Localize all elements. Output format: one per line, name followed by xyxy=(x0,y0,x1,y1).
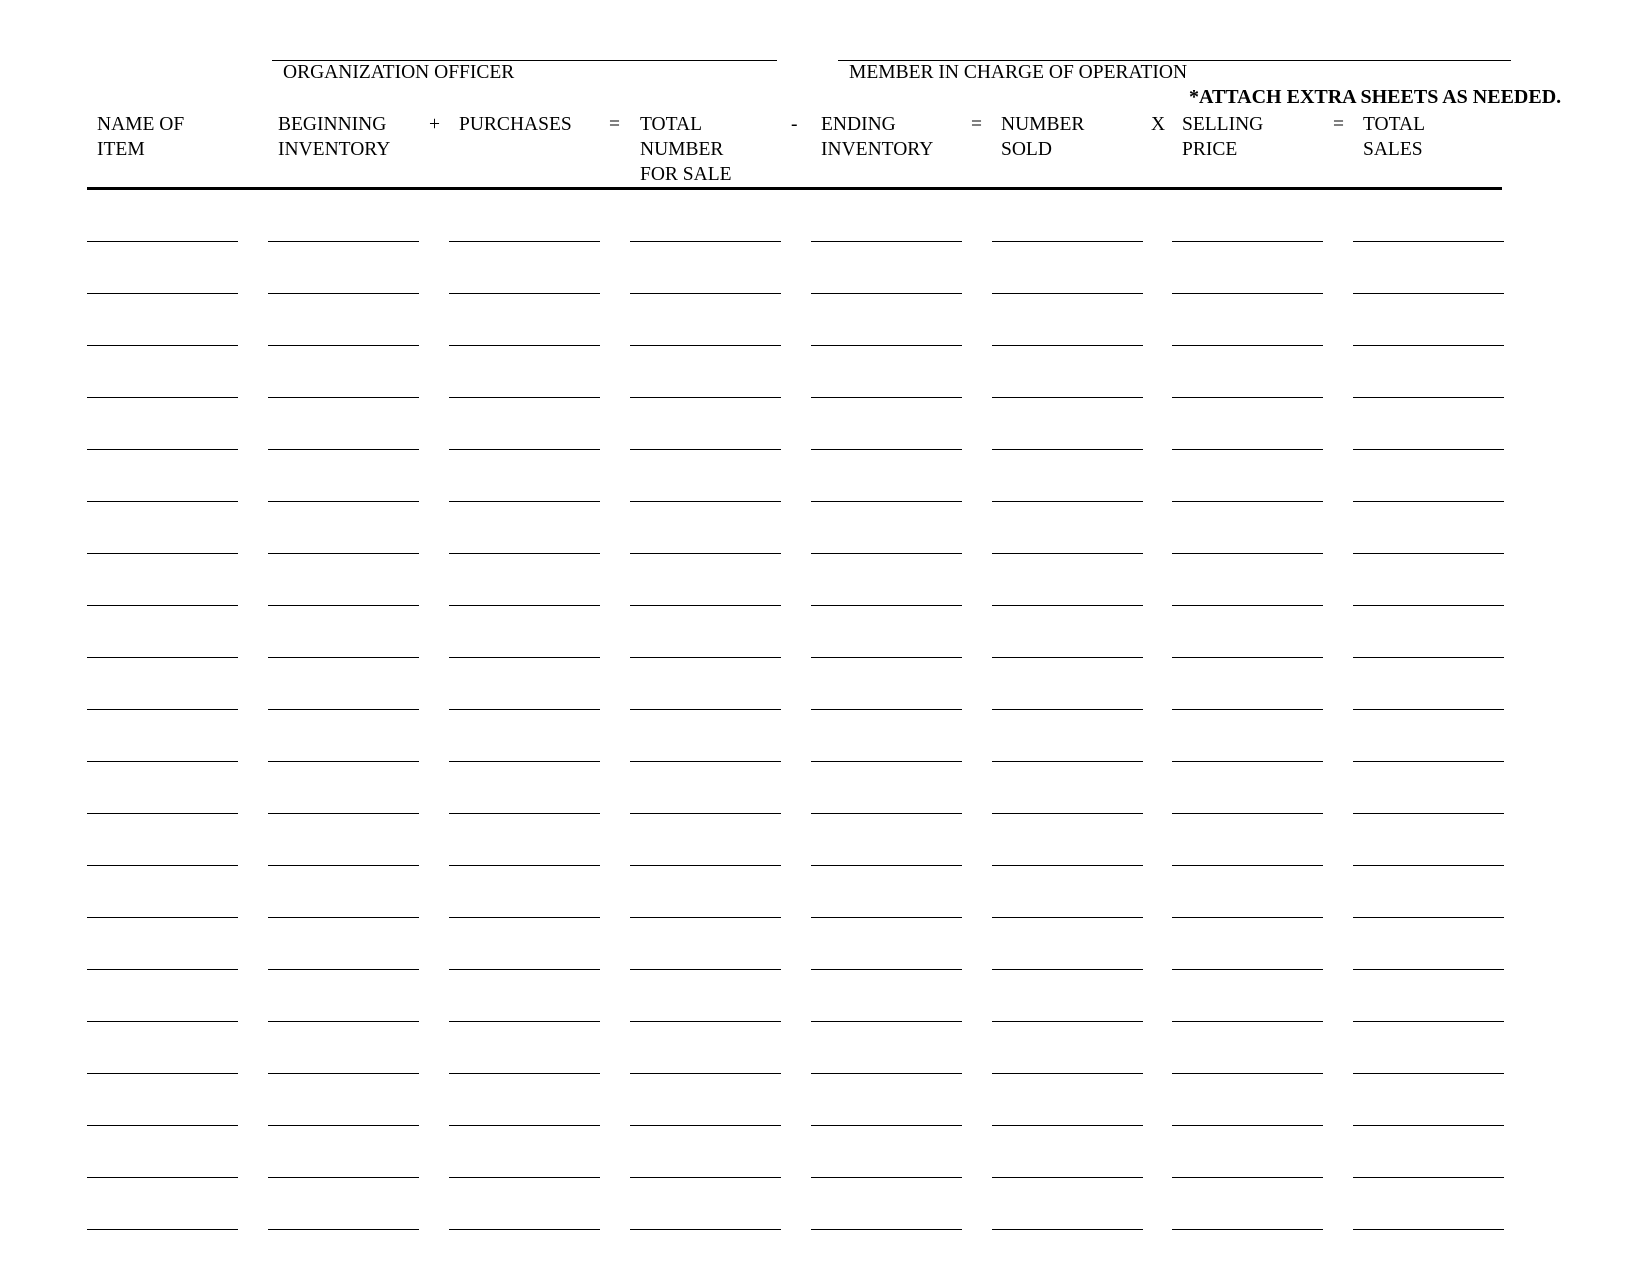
entry-blank-line[interactable] xyxy=(1353,813,1504,814)
entry-blank-line[interactable] xyxy=(449,501,600,502)
header-rule xyxy=(87,187,1502,190)
entry-blank-line[interactable] xyxy=(811,241,962,242)
entry-blank-line[interactable] xyxy=(1353,1229,1504,1230)
entry-blank-line[interactable] xyxy=(630,657,781,658)
member-in-charge-signature-line[interactable] xyxy=(838,60,1511,61)
entry-blank-line[interactable] xyxy=(1172,449,1323,450)
entry-blank-line[interactable] xyxy=(992,1073,1143,1074)
entry-blank-line[interactable] xyxy=(992,1177,1143,1178)
entry-blank-line[interactable] xyxy=(630,449,781,450)
entry-blank-line[interactable] xyxy=(449,345,600,346)
entry-blank-line[interactable] xyxy=(992,761,1143,762)
entry-blank-line[interactable] xyxy=(449,397,600,398)
entry-blank-line[interactable] xyxy=(811,761,962,762)
entry-blank-line[interactable] xyxy=(811,657,962,658)
entry-blank-line[interactable] xyxy=(449,1229,600,1230)
entry-blank-line[interactable] xyxy=(630,293,781,294)
entry-blank-line[interactable] xyxy=(630,865,781,866)
entry-blank-line[interactable] xyxy=(630,501,781,502)
entry-blank-line[interactable] xyxy=(268,917,419,918)
entry-blank-line[interactable] xyxy=(268,657,419,658)
entry-blank-line[interactable] xyxy=(992,293,1143,294)
entry-blank-line[interactable] xyxy=(1172,1073,1323,1074)
entry-blank-line[interactable] xyxy=(268,1177,419,1178)
entry-blank-line[interactable] xyxy=(1172,761,1323,762)
entry-blank-line[interactable] xyxy=(1353,345,1504,346)
entry-blank-line[interactable] xyxy=(992,1229,1143,1230)
entry-blank-line[interactable] xyxy=(449,449,600,450)
entry-blank-line[interactable] xyxy=(87,501,238,502)
entry-blank-line[interactable] xyxy=(1172,501,1323,502)
entry-blank-line[interactable] xyxy=(1353,917,1504,918)
entry-blank-line[interactable] xyxy=(1353,293,1504,294)
attach-sheets-note: *ATTACH EXTRA SHEETS AS NEEDED. xyxy=(1189,86,1562,108)
entry-blank-line[interactable] xyxy=(811,1125,962,1126)
entry-blank-line[interactable] xyxy=(449,657,600,658)
entry-blank-line[interactable] xyxy=(1353,1021,1504,1022)
entry-blank-line[interactable] xyxy=(268,241,419,242)
entry-blank-line[interactable] xyxy=(811,813,962,814)
entry-blank-line[interactable] xyxy=(1172,293,1323,294)
entry-blank-line[interactable] xyxy=(268,1229,419,1230)
entry-blank-line[interactable] xyxy=(1353,449,1504,450)
entry-blank-line[interactable] xyxy=(630,605,781,606)
entry-blank-line[interactable] xyxy=(449,709,600,710)
entry-blank-line[interactable] xyxy=(992,397,1143,398)
entry-blank-line[interactable] xyxy=(268,1073,419,1074)
entry-blank-line[interactable] xyxy=(630,969,781,970)
entry-blank-line[interactable] xyxy=(1353,241,1504,242)
member-in-charge-label: MEMBER IN CHARGE OF OPERATION xyxy=(849,62,1188,83)
times-operator: X xyxy=(1151,114,1166,135)
entry-blank-line[interactable] xyxy=(992,449,1143,450)
equals-operator: = xyxy=(1333,114,1344,135)
entry-blank-line[interactable] xyxy=(992,865,1143,866)
organization-officer-signature-line[interactable] xyxy=(272,60,777,61)
entry-blank-line[interactable] xyxy=(1172,969,1323,970)
entry-blank-line[interactable] xyxy=(630,345,781,346)
entry-blank-line[interactable] xyxy=(811,1229,962,1230)
entry-blank-line[interactable] xyxy=(87,449,238,450)
entry-blank-line[interactable] xyxy=(1353,1177,1504,1178)
entry-blank-line[interactable] xyxy=(87,657,238,658)
entry-blank-line[interactable] xyxy=(992,241,1143,242)
entry-blank-line[interactable] xyxy=(449,605,600,606)
entry-blank-line[interactable] xyxy=(1172,397,1323,398)
entry-blank-line[interactable] xyxy=(1353,865,1504,866)
column-header-purchases: PURCHASES xyxy=(459,114,572,135)
entry-blank-line[interactable] xyxy=(268,1125,419,1126)
column-header-number-sold: NUMBER SOLD xyxy=(1001,114,1085,160)
entry-blank-line[interactable] xyxy=(87,969,238,970)
entry-blank-line[interactable] xyxy=(87,241,238,242)
entry-blank-line[interactable] xyxy=(630,1073,781,1074)
entry-blank-line[interactable] xyxy=(1172,917,1323,918)
entry-blank-line[interactable] xyxy=(630,761,781,762)
entry-blank-line[interactable] xyxy=(630,1021,781,1022)
entry-blank-line[interactable] xyxy=(1172,865,1323,866)
entry-blank-line[interactable] xyxy=(811,709,962,710)
entry-blank-line[interactable] xyxy=(811,1177,962,1178)
entry-blank-line[interactable] xyxy=(630,709,781,710)
entry-blank-line[interactable] xyxy=(1353,501,1504,502)
entry-blank-line[interactable] xyxy=(992,553,1143,554)
equals-operator: = xyxy=(609,114,620,135)
equals-operator: = xyxy=(971,114,982,135)
entry-blank-line[interactable] xyxy=(1353,1125,1504,1126)
entry-blank-line[interactable] xyxy=(268,449,419,450)
entry-blank-line[interactable] xyxy=(449,1073,600,1074)
entry-blank-line[interactable] xyxy=(87,553,238,554)
entry-blank-line[interactable] xyxy=(992,501,1143,502)
entry-blank-line[interactable] xyxy=(449,761,600,762)
entry-blank-line[interactable] xyxy=(449,1177,600,1178)
column-header-ending-inventory: ENDING INVENTORY xyxy=(821,114,934,160)
entry-blank-line[interactable] xyxy=(449,293,600,294)
entry-blank-line[interactable] xyxy=(630,1229,781,1230)
entry-blank-line[interactable] xyxy=(1353,397,1504,398)
entry-blank-line[interactable] xyxy=(992,709,1143,710)
entry-blank-line[interactable] xyxy=(449,865,600,866)
entry-blank-line[interactable] xyxy=(1353,605,1504,606)
column-header-beginning-inventory: BEGINNING INVENTORY xyxy=(278,114,391,160)
entry-blank-line[interactable] xyxy=(449,917,600,918)
entry-blank-line[interactable] xyxy=(630,397,781,398)
entry-blank-line[interactable] xyxy=(1172,657,1323,658)
entry-blank-line[interactable] xyxy=(811,293,962,294)
entry-blank-line[interactable] xyxy=(449,969,600,970)
entry-blank-line[interactable] xyxy=(1353,657,1504,658)
entry-blank-line[interactable] xyxy=(811,553,962,554)
entry-blank-line[interactable] xyxy=(811,501,962,502)
entry-blank-line[interactable] xyxy=(630,1177,781,1178)
minus-operator: - xyxy=(791,114,798,135)
entry-blank-line[interactable] xyxy=(1172,1177,1323,1178)
entry-blank-line[interactable] xyxy=(87,865,238,866)
entry-blank-line[interactable] xyxy=(992,657,1143,658)
entry-blank-line[interactable] xyxy=(449,241,600,242)
entry-blank-line[interactable] xyxy=(449,553,600,554)
entry-blank-line[interactable] xyxy=(992,917,1143,918)
entry-blank-line[interactable] xyxy=(87,1021,238,1022)
entry-blank-line[interactable] xyxy=(630,917,781,918)
entry-blank-line[interactable] xyxy=(1172,813,1323,814)
entry-blank-line[interactable] xyxy=(811,449,962,450)
entry-blank-line[interactable] xyxy=(811,865,962,866)
entry-blank-line[interactable] xyxy=(992,813,1143,814)
entry-blank-line[interactable] xyxy=(87,293,238,294)
entry-blank-line[interactable] xyxy=(87,917,238,918)
entry-blank-line[interactable] xyxy=(811,345,962,346)
entry-blank-line[interactable] xyxy=(992,969,1143,970)
entry-blank-line[interactable] xyxy=(87,1073,238,1074)
entry-blank-line[interactable] xyxy=(268,345,419,346)
entry-blank-line[interactable] xyxy=(811,917,962,918)
entry-blank-line[interactable] xyxy=(630,813,781,814)
entry-blank-line[interactable] xyxy=(268,865,419,866)
entry-blank-line[interactable] xyxy=(992,1021,1143,1022)
entry-blank-line[interactable] xyxy=(992,605,1143,606)
entry-blank-line[interactable] xyxy=(1353,1073,1504,1074)
column-header-selling-price: SELLING PRICE xyxy=(1182,114,1264,160)
entry-blank-line[interactable] xyxy=(268,969,419,970)
entry-blank-line[interactable] xyxy=(268,709,419,710)
entry-blank-line[interactable] xyxy=(87,345,238,346)
entry-blank-line[interactable] xyxy=(1172,1125,1323,1126)
column-header-total-sales: TOTAL SALES xyxy=(1363,114,1425,160)
entry-blank-line[interactable] xyxy=(87,1177,238,1178)
entry-blank-line[interactable] xyxy=(811,397,962,398)
entry-blank-line[interactable] xyxy=(87,397,238,398)
entry-blank-line[interactable] xyxy=(1172,553,1323,554)
entry-blank-line[interactable] xyxy=(87,605,238,606)
entry-blank-line[interactable] xyxy=(87,709,238,710)
entry-blank-line[interactable] xyxy=(1172,605,1323,606)
entry-blank-line[interactable] xyxy=(992,1125,1143,1126)
entry-blank-line[interactable] xyxy=(1172,709,1323,710)
organization-officer-label: ORGANIZATION OFFICER xyxy=(283,62,515,83)
entry-blank-line[interactable] xyxy=(811,1021,962,1022)
entry-blank-line[interactable] xyxy=(1172,1229,1323,1230)
entry-blank-line[interactable] xyxy=(630,1125,781,1126)
entry-blank-line[interactable] xyxy=(87,813,238,814)
plus-operator: + xyxy=(429,114,440,135)
entry-blank-line[interactable] xyxy=(811,969,962,970)
entry-blank-line[interactable] xyxy=(87,1125,238,1126)
entry-blank-line[interactable] xyxy=(268,397,419,398)
entry-blank-line[interactable] xyxy=(268,761,419,762)
entry-blank-line[interactable] xyxy=(1172,241,1323,242)
entry-blank-line[interactable] xyxy=(1353,969,1504,970)
entry-blank-line[interactable] xyxy=(1353,553,1504,554)
entry-blank-line[interactable] xyxy=(268,553,419,554)
entry-blank-line[interactable] xyxy=(992,345,1143,346)
entry-blank-line[interactable] xyxy=(268,605,419,606)
column-header-total-number-for-sale: TOTAL NUMBER FOR SALE xyxy=(640,114,732,185)
entry-blank-line[interactable] xyxy=(268,293,419,294)
entry-blank-line[interactable] xyxy=(268,813,419,814)
entry-blank-line[interactable] xyxy=(449,813,600,814)
entry-blank-line[interactable] xyxy=(630,241,781,242)
entry-blank-line[interactable] xyxy=(449,1021,600,1022)
entry-blank-line[interactable] xyxy=(1172,1021,1323,1022)
entry-blank-line[interactable] xyxy=(87,1229,238,1230)
entry-blank-line[interactable] xyxy=(811,605,962,606)
entry-blank-line[interactable] xyxy=(1353,709,1504,710)
entry-blank-line[interactable] xyxy=(630,553,781,554)
entry-blank-line[interactable] xyxy=(268,1021,419,1022)
entry-blank-line[interactable] xyxy=(1353,761,1504,762)
entry-blank-line[interactable] xyxy=(268,501,419,502)
entry-blank-line[interactable] xyxy=(449,1125,600,1126)
entry-blank-line[interactable] xyxy=(1172,345,1323,346)
entry-blank-line[interactable] xyxy=(811,1073,962,1074)
entry-blank-line[interactable] xyxy=(87,761,238,762)
column-header-name-of-item: NAME OF ITEM xyxy=(97,114,185,160)
